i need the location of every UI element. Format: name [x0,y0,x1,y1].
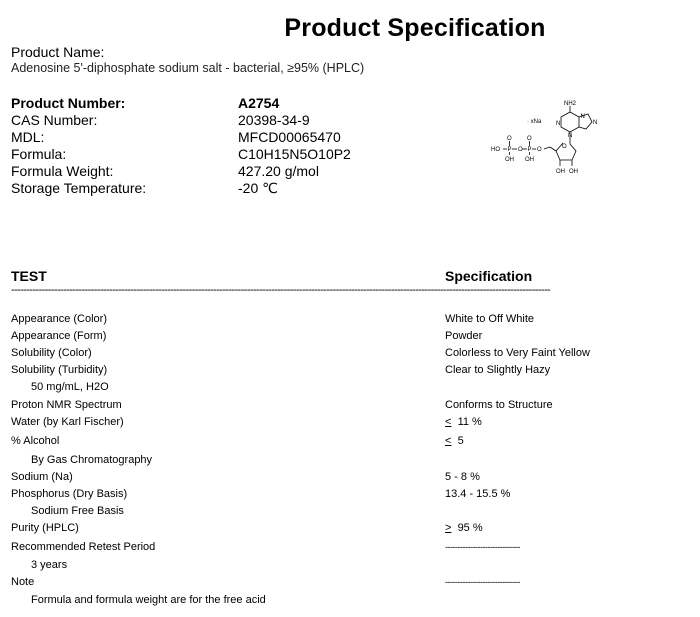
spec-value: Colorless to Very Faint Yellow [445,347,590,359]
spec-placeholder-dashes: ------------------------------ [445,577,520,587]
spec-value: Powder [445,330,483,342]
storage-temperature-value: -20 ℃ [238,180,278,196]
page-title: Product Specification [284,14,546,42]
test-name: Sodium Free Basis [31,505,124,517]
spec-value: Conforms to Structure [445,399,553,411]
test-name: Solubility (Turbidity) [11,364,108,376]
product-name-value: Adenosine 5'-diphosphate sodium salt - bacterial, ≥95% (HPLC) [11,61,365,75]
specification-column-header: Specification [445,268,533,284]
formula-weight-label: Formula Weight: [11,163,114,179]
less-equal-symbol: < [445,435,452,447]
test-name: Note [11,576,35,588]
product-name-label: Product Name: [11,44,105,60]
structure-label-p1: P [507,147,512,153]
spec-value [445,521,483,536]
test-name: Appearance (Color) [11,313,107,325]
structure-label-n1: N [580,114,585,120]
spec-number: 5 [457,435,464,447]
test-name: Formula and formula weight are for the free acid [31,594,266,606]
spec-value [445,415,482,430]
test-name: Appearance (Form) [11,330,107,342]
product-number-value: A2754 [238,95,280,111]
structure-label-ring-o: O [562,144,567,150]
structure-label-nh2: NH2 [564,101,577,107]
test-name: Proton NMR Spectrum [11,399,122,411]
structure-label-o2: O [527,136,532,142]
structure-label-ho: HO [491,147,500,153]
structure-label-oh3: OH [556,169,565,175]
spec-number: 95 % [457,522,483,534]
test-name: Water (by Karl Fischer) [11,416,124,428]
structure-label-oh4: OH [569,169,578,175]
mdl-value: MFCD00065470 [238,129,341,145]
structure-label-oh1: OH [505,157,514,163]
spec-value [445,434,464,449]
test-name: % Alcohol [11,435,60,447]
structure-label-o1: O [507,136,512,142]
test-name: 50 mg/mL, H2O [31,381,109,393]
structure-label-o-link1: O [518,147,523,153]
cas-number-value: 20398-34-9 [238,112,310,128]
test-name: Sodium (Na) [11,471,73,483]
test-name: Recommended Retest Period [11,541,156,553]
header-separator: -------------------------------------------------------------------------------------------------------------------------------------------------------------------------------- [11,285,551,295]
test-name: Purity (HPLC) [11,522,79,534]
formula-weight-value: 427.20 g/mol [238,163,319,179]
test-name: Phosphorus (Dry Basis) [11,488,128,500]
storage-temperature-label: Storage Temperature: [11,180,147,196]
structure-label-p2: P [527,147,532,153]
structure-label-oh2: OH [525,157,534,163]
structure-label-o-link2: O [537,147,542,153]
greater-equal-symbol: > [445,522,452,534]
structure-label-xna: · xNa [527,119,542,125]
product-number-label: Product Number: [11,95,126,111]
spec-value: White to Off White [445,313,535,325]
cas-number-label: CAS Number: [11,112,98,128]
structure-label-n2: N [593,120,598,126]
structure-label-n4: N [568,133,573,139]
formula-label: Formula: [11,146,67,162]
spec-value: 13.4 - 15.5 % [445,488,511,500]
test-column-header: TEST [11,268,47,284]
test-name: By Gas Chromatography [31,454,153,466]
less-equal-symbol: < [445,416,452,428]
chemical-structure-image [484,96,604,186]
spec-placeholder-dashes: ------------------------------ [445,542,520,552]
test-name: Solubility (Color) [11,347,92,359]
structure-label-n3: N [556,121,561,127]
test-name: 3 years [31,559,68,571]
spec-value: 5 - 8 % [445,471,480,483]
formula-value: C10H15N5O10P2 [238,146,351,162]
mdl-label: MDL: [11,129,45,145]
spec-value: Clear to Slightly Hazy [445,364,551,376]
spec-number: 11 % [457,416,482,428]
